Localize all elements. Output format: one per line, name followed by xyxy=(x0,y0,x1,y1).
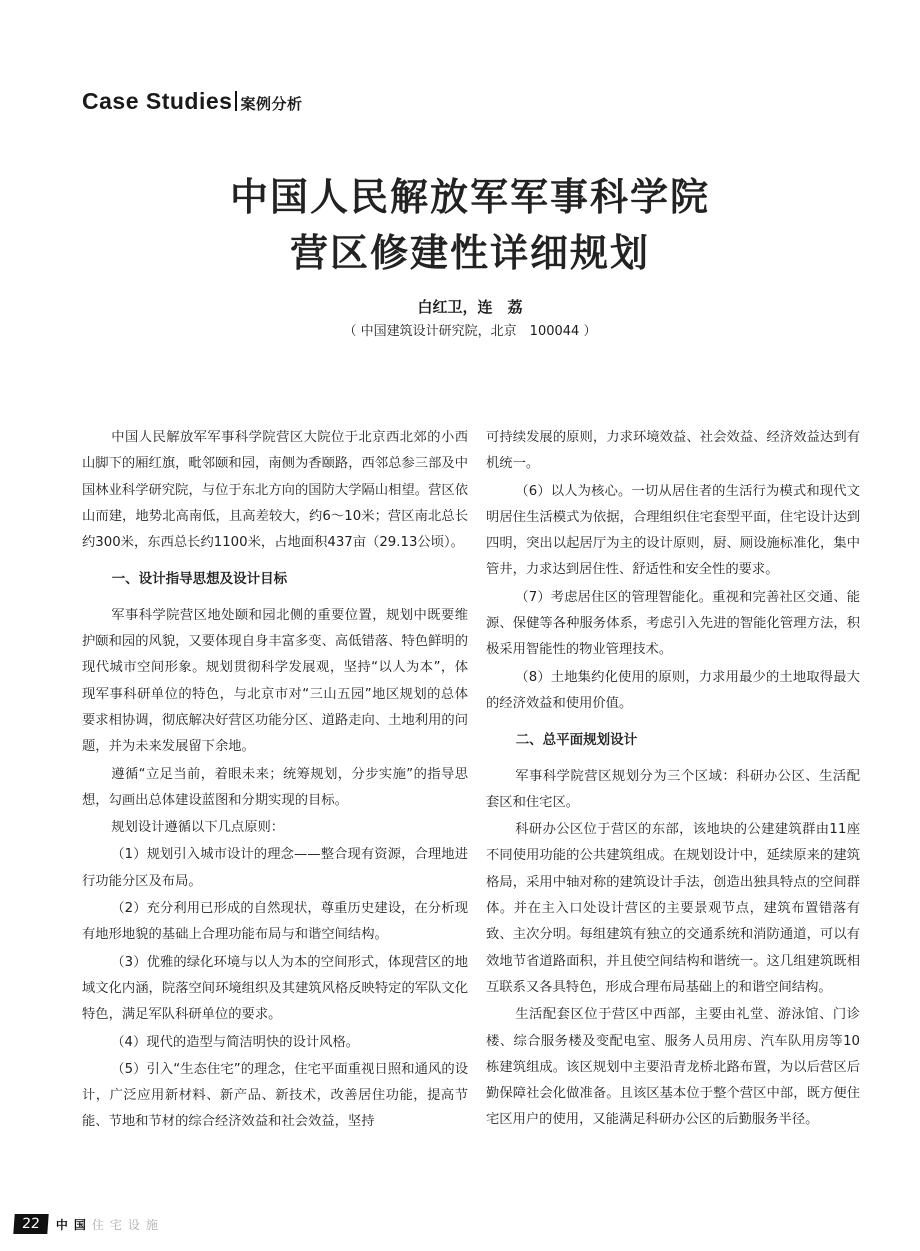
paragraph: （6）以人为核心。一切从居住者的生活行为模式和现代文明居住生活模式为依据，合理组织住宅套型平面，住宅设计达到四明，突出以起居厅为主的设计原则，厨、厕设施标准化，集中管井，力求达到居住性、舒适性和安全性的要求。 xyxy=(486,483,860,578)
paragraph: （3）优雅的绿化环境与以人为本的空间形式，体现营区的地域文化内涵，院落空间环境组织及其建筑风格反映特定的军队文化特色，满足军队科研单位的要求。 xyxy=(82,954,468,1023)
paragraph: 规划设计遵循以下几点原则： xyxy=(111,820,285,836)
paragraph: 军事科学院营区地处颐和园北侧的重要位置，规划中既要维护颐和园的风貌，又要体现自身丰富多变、高低错落、特色鲜明的现代城市空间形象。规划贯彻科学发展观，坚持“以人为本”，体现军事科研单位的特色，与北京市对“三山五园”地区规划的总体要求相协调，彻底解决好营区功能分区、道路走向、土地利用的问题，并为未来发展留下余地。 xyxy=(82,607,468,755)
right-column xyxy=(486,425,860,1135)
page-number: 22 xyxy=(13,1214,48,1234)
paragraph: 生活配套区位于营区中西部，主要由礼堂、游泳馆、门诊楼、综合服务楼及变配电室、服务人员用房、汽车队用房等10栋建筑组成。该区规划中主要沿青龙桥北路布置，为以后营区后勤保障社会化做准备。且该区基本位于整个营区中部，既方便住宅区用户的使用，又能满足科研办公区的后勤服务半径。 xyxy=(486,1007,860,1128)
paragraph: （5）引入“生态住宅”的理念，住宅平面重视日照和通风的设计，广泛应用新材料、新产品、新技术，改善居住功能，提高节能、节地和节材的综合经济效益和社会效益，坚持 xyxy=(82,1061,468,1130)
section-header xyxy=(82,88,302,115)
page-footer xyxy=(14,1214,164,1234)
section-label-cn: 案例分析 xyxy=(240,95,303,113)
paragraph: 军事科学院营区规划分为三个区域：科研办公区、生活配套区和住宅区。 xyxy=(486,768,860,810)
paragraph: （4）现代的造型与简洁明快的设计风格。 xyxy=(111,1034,360,1050)
paragraph: （8）土地集约化使用的原则，力求用最少的土地取得最大的经济效益和使用价值。 xyxy=(486,669,860,711)
paragraph: （2）充分利用已形成的自然现状，尊重历史建设，在分析现有地形地貌的基础上合理功能布局与和谐空间结构。 xyxy=(82,901,468,943)
paragraph: （1）规划引入城市设计的理念——整合现有资源，合理地进行功能分区及布局。 xyxy=(82,847,468,889)
article-title-line-1: 中国人民解放军军事科学院 xyxy=(229,175,710,219)
paragraph: 科研办公区位于营区的东部，该地块的公建建筑群由11座不同使用功能的公共建筑组成。在规划设计中，延续原来的建筑格局，采用中轴对称的建筑设计手法，创造出独具特点的空间群体。并在主入口处设计营区的主要景观节点，建筑布置错落有致、主次分明。每组建筑有独立的交通系统和消防通道，可以有效地节省道路面积，并且使空间结构和谐统一。这几组建筑既相互联系又各具特色，形成合理布局基础上的和谐空间结构。 xyxy=(486,822,860,995)
section-heading: 二、总平面规划设计 xyxy=(515,732,638,749)
article-title-line-2: 营区修建性详细规划 xyxy=(289,231,650,275)
section-heading: 一、设计指导思想及设计目标 xyxy=(111,571,288,588)
divider xyxy=(235,91,237,111)
paragraph: 中国人民解放军军事科学院营区大院位于北京西北郊的小西山脚下的厢红旗，毗邻颐和园，南侧为香颐路，西邻总参三部及中国林业科学研究院，与位于东北方向的国防大学隔山相望。营区依山而建，地势北高南低，且高差较大，约6～10米；营区南北总长约300米，东西总长约1100米，占地面积437亩（29.13公顷）。 xyxy=(82,430,468,551)
paragraph: 可持续发展的原则，力求环境效益、社会效益、经济效益达到有机统一。 xyxy=(486,430,860,472)
left-column xyxy=(82,425,468,1137)
section-label-en: Case Studies xyxy=(82,88,233,114)
affiliation: （ 中国建筑设计研究院，北京 100044 ） xyxy=(343,324,597,339)
journal-name-light: 住宅设施 xyxy=(91,1217,164,1232)
paragraph: （7）考虑居住区的管理智能化。重视和完善社区交通、能源、保健等各种服务体系，考虑引入先进的智能化管理方法，积极采用智能性的物业管理技术。 xyxy=(486,589,860,658)
journal-name-bold: 中国 xyxy=(55,1217,92,1232)
journal-name xyxy=(56,1216,164,1233)
paragraph: 遵循“立足当前，着眼未来；统筹规划，分步实施”的指导思想，勾画出总体建设蓝图和分期实现的目标。 xyxy=(82,766,468,808)
authors: 白红卫，连 荔 xyxy=(417,298,523,316)
